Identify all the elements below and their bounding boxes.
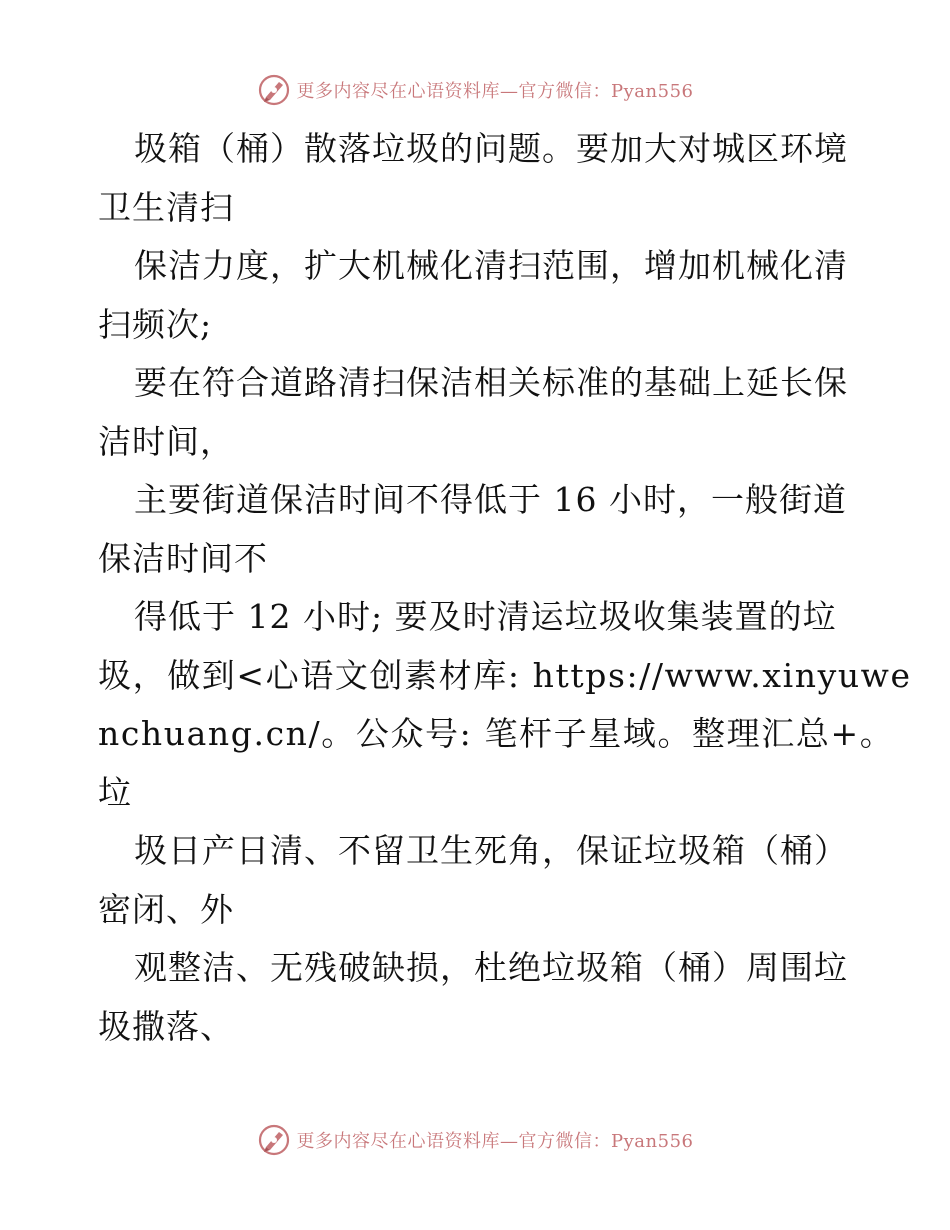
text-line: 得低于 12 小时; 要及时清运垃圾收集装置的垃 — [134, 597, 837, 636]
text-line: 洁时间， — [98, 421, 234, 461]
text-line: 扫频次; — [98, 304, 213, 344]
text-line: 卫生清扫 — [98, 187, 234, 227]
text-line: 圾日产日清、不留卫生死角，保证垃圾箱（桶） — [134, 831, 848, 870]
footer-watermark — [0, 1120, 950, 1160]
text-line: 观整洁、无残破缺损，杜绝垃圾箱（桶）周围垃 — [134, 948, 848, 987]
text-line: 圾，做到<心语文创素材库: https://www.xinyuwe — [98, 655, 912, 695]
watermark-text: 更多内容尽在心语资料库—官方微信：Pyan556 — [296, 1131, 694, 1152]
text-line: 垃 — [98, 772, 132, 812]
text-line: 密闭、外 — [98, 889, 234, 929]
text-line: 主要街道保洁时间不得低于 16 小时，一般街道 — [134, 480, 847, 519]
watermark-text: 更多内容尽在心语资料库—官方微信：Pyan556 — [296, 81, 694, 102]
text-line: 圾撒落、 — [98, 1006, 234, 1046]
pen-logo-icon — [257, 73, 291, 107]
text-line: 保洁时间不 — [98, 538, 268, 578]
header-watermark — [0, 70, 950, 110]
document-body — [98, 120, 912, 1056]
text-line: nchuang.cn/。公众号: 笔杆子星域。整理汇总+。 — [98, 714, 895, 753]
pen-logo-icon — [257, 1123, 291, 1157]
text-line: 要在符合道路清扫保洁相关标准的基础上延长保 — [134, 363, 848, 402]
text-line: 圾箱（桶）散落垃圾的问题。要加大对城区环境 — [134, 129, 848, 168]
text-line: 保洁力度，扩大机械化清扫范围，增加机械化清 — [134, 246, 848, 285]
